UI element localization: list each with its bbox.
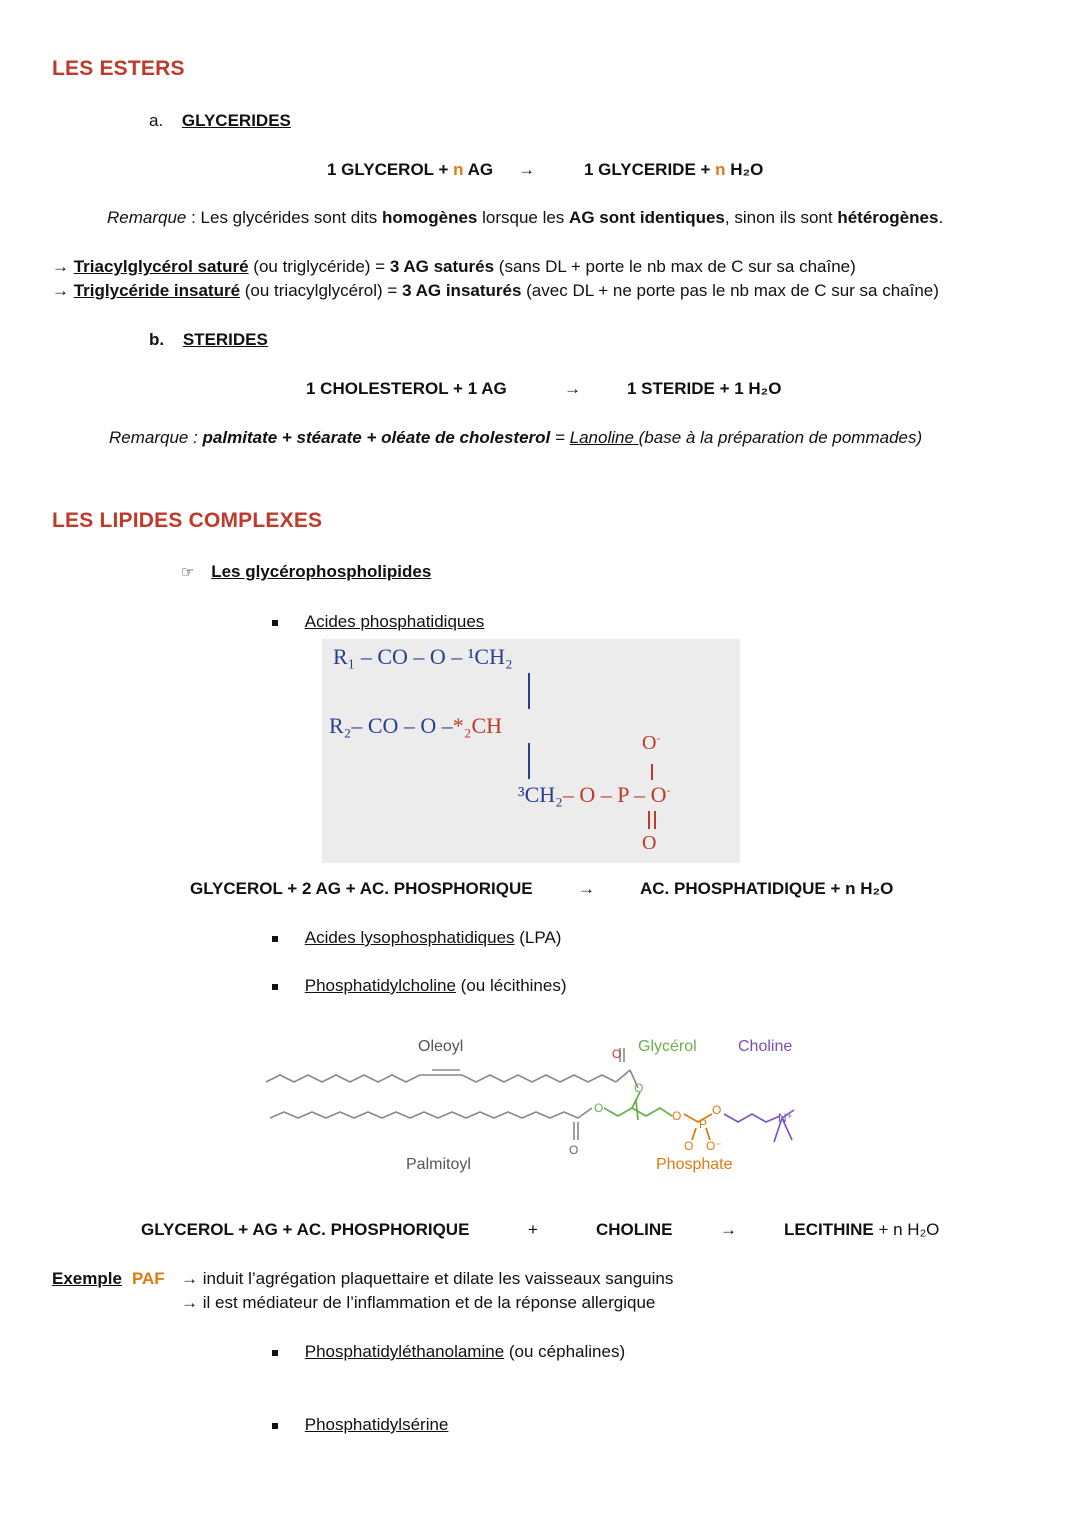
lecithin-structure	[260, 1030, 820, 1180]
subsection-glycerophospholipides	[181, 562, 431, 582]
double-bond-line	[654, 811, 656, 829]
exemple-label: Exemple PAF	[52, 1269, 165, 1288]
atom-label-oxygen: O	[684, 1139, 694, 1153]
atom-label-oxygen: O	[634, 1081, 644, 1095]
atom-label-oxygen: O	[569, 1143, 579, 1157]
definition-triglyceride-insature: → Triglycéride insaturé (ou triacylglycérol) = 3 AG insaturés (avec DL + ne porte pas le nb max de C sur sa chaîne)	[52, 281, 939, 300]
list-item-label: Acides phosphatidiques	[304, 612, 485, 631]
phosphatidic-acid-formula	[322, 639, 740, 863]
pointing-hand-icon: ☞	[181, 564, 195, 581]
arrow-icon: →	[578, 879, 595, 898]
subsection-sterides	[149, 330, 268, 350]
atom-label-nitrogen: N⁺	[778, 1111, 793, 1125]
equation-lecithine-left: GLYCEROL + AG + AC. PHOSPHORIQUE	[141, 1220, 470, 1239]
section-title-lipides-complexes: LES LIPIDES COMPLEXES	[52, 509, 323, 532]
exemple-line-2: → il est médiateur de l’inflammation et de la réponse allergique	[181, 1293, 656, 1312]
bond-line	[528, 743, 530, 779]
formula-oxygen-bottom: O	[642, 832, 657, 854]
bullet-icon	[272, 936, 278, 942]
label-choline: Choline	[738, 1038, 793, 1055]
list-item-acides-phosphatidiques	[272, 612, 484, 632]
subsection-title: GLYCERIDES	[181, 111, 291, 130]
definition-triacylglycerol-sature: → Triacylglycérol saturé (ou triglycéride) = 3 AG saturés (sans DL + porte le nb max de C sur sa chaîne)	[52, 257, 856, 276]
atom-label-phosphorus: P	[699, 1117, 708, 1131]
subsection-title: STERIDES	[182, 330, 268, 349]
subsection-letter: a.	[149, 111, 164, 130]
section-title-esters: LES ESTERS	[52, 57, 185, 80]
formula-line-1: R₁ – CO – O – ¹CH₂	[333, 644, 513, 669]
bullet-icon	[272, 1350, 278, 1356]
palmitoyl-chain	[270, 1108, 592, 1140]
equation-steride-right: 1 STERIDE + 1 H₂O	[627, 379, 782, 398]
label-glycerol: Glycérol	[638, 1038, 697, 1055]
equation-glyceride-right: 1 GLYCERIDE + n H₂O	[584, 160, 764, 179]
remarque-sterides: Remarque : palmitate + stéarate + oléate de cholesterol = Lanoline (base à la préparation de pommades)	[109, 428, 923, 447]
formula-oxygen-top: O-	[642, 732, 661, 754]
bond-line	[651, 764, 653, 780]
exemple-line-1: → induit l’agrégation plaquettaire et dilate les vaisseaux sanguins	[181, 1269, 674, 1288]
label-palmitoyl: Palmitoyl	[406, 1156, 471, 1173]
equation-lecithine-right: LECITHINE + n H₂O	[784, 1220, 940, 1239]
label-oleoyl: Oleoyl	[418, 1038, 464, 1055]
equation-pa-right: AC. PHOSPHATIDIQUE + n H₂O	[640, 879, 894, 898]
atom-label-oxygen: O	[712, 1103, 722, 1117]
atom-label-oxygen: O	[672, 1109, 682, 1123]
remarque-glycerides: Remarque : Les glycérides sont dits homogènes lorsque les AG sont identiques, sinon ils sont hétérogènes.	[107, 208, 944, 227]
arrow-icon: →	[720, 1220, 737, 1239]
formula-line-3: ³CH₂– O – P – O-	[518, 782, 671, 807]
equation-glyceride-left: 1 GLYCEROL + n AG	[327, 160, 494, 179]
atom-label-oxygen: O	[594, 1101, 604, 1115]
equation-pa-left: GLYCEROL + 2 AG + AC. PHOSPHORIQUE	[190, 879, 533, 898]
list-item-phosphatidylethanolamine: Phosphatidyléthanolamine (ou céphalines)	[272, 1342, 625, 1362]
phosphate-group	[684, 1114, 712, 1140]
atom-label-oxygen-minus: O⁻	[706, 1139, 722, 1153]
bullet-icon	[272, 1423, 278, 1429]
bullet-icon	[272, 620, 278, 626]
arrow-icon: →	[518, 160, 535, 179]
subsection-title: Les glycérophospholipides	[211, 562, 432, 581]
plus-sign: +	[528, 1220, 538, 1239]
arrow-icon: →	[564, 379, 581, 398]
subsection-glycerides	[149, 111, 291, 131]
equation-choline: CHOLINE	[596, 1220, 673, 1239]
list-item-phosphatidylserine: Phosphatidylsérine	[272, 1415, 448, 1435]
atom-label-oxygen: O	[612, 1047, 622, 1061]
glycerol-backbone	[604, 1092, 672, 1120]
bond-line	[528, 673, 530, 709]
list-item-phosphatidylcholine: Phosphatidylcholine (ou lécithines)	[272, 976, 567, 996]
list-item-lpa: Acides lysophosphatidiques (LPA)	[272, 928, 561, 948]
equation-steride-left: 1 CHOLESTEROL + 1 AG	[306, 379, 507, 398]
subsection-letter: b.	[149, 330, 165, 349]
double-bond-line	[648, 811, 650, 829]
label-phosphate: Phosphate	[656, 1156, 733, 1173]
bullet-icon	[272, 984, 278, 990]
formula-line-2: R₂– CO – O –*₂CH	[329, 713, 503, 738]
